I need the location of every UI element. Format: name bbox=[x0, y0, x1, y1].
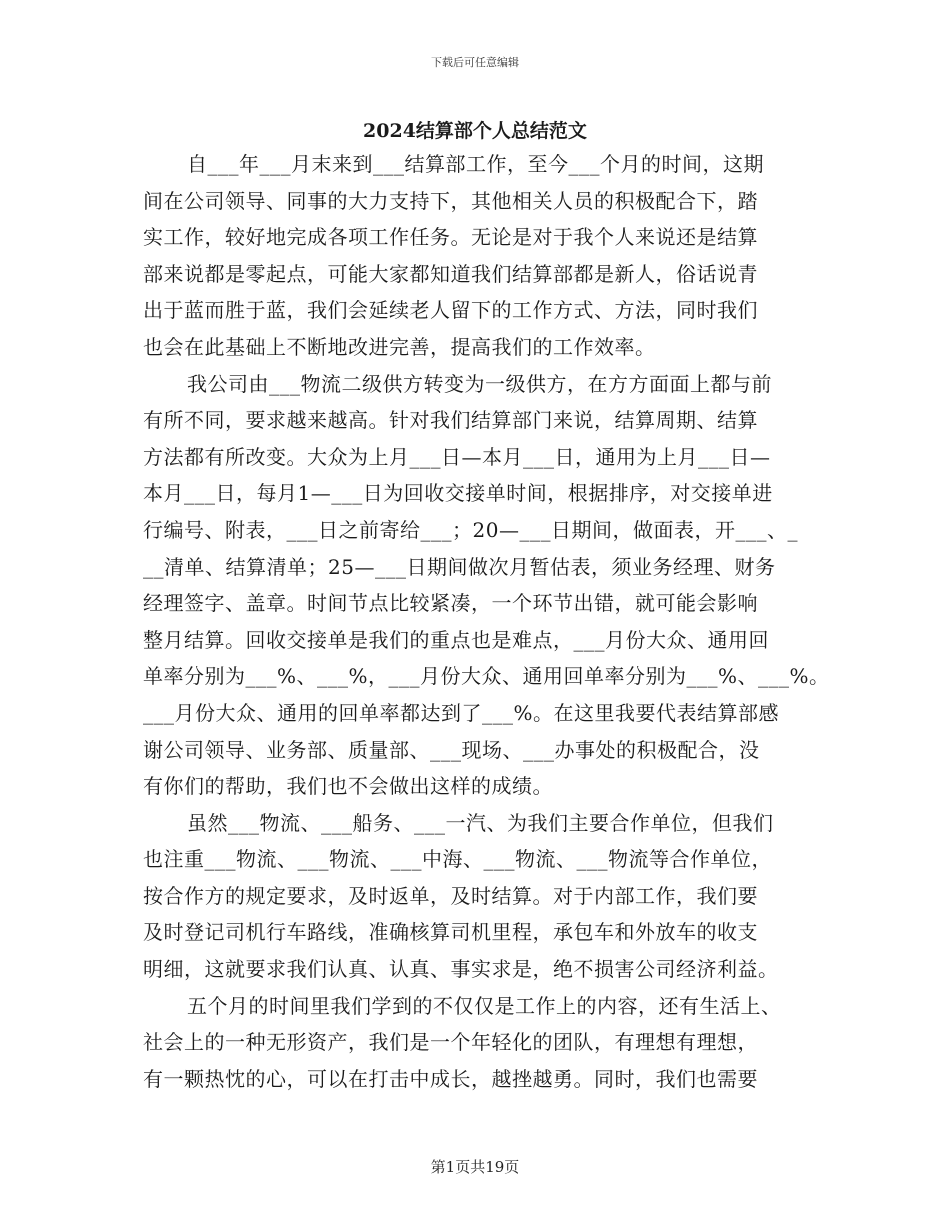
paragraph-3-line-1: 虽然___物流、___船务、___一汽、为我们主要合作单位，但我们 bbox=[187, 810, 774, 835]
paragraph-2-line-8: 整月结算。回收交接单是我们的重点也是难点，___月份大众、通用回 bbox=[143, 627, 769, 652]
paragraph-2-line-6: __清单、结算清单；25—___日期间做次月暂估表，须业务经理、财务 bbox=[143, 554, 776, 579]
paragraph-4-line-1: 五个月的时间里我们学到的不仅仅是工作上的内容，还有生活上、 bbox=[187, 993, 782, 1018]
paragraph-2-line-12: 有你们的帮助，我们也不会做出这样的成绩。 bbox=[143, 774, 553, 799]
paragraph-1-line-4: 部来说都是零起点，可能大家都知道我们结算部都是新人，俗话说青 bbox=[143, 261, 758, 286]
paragraph-2-line-1: 我公司由___物流二级供方转变为一级供方，在方方面面上都与前 bbox=[187, 371, 772, 396]
paragraph-1-line-5: 出于蓝而胜于蓝，我们会延续老人留下的工作方式、方法，同时我们 bbox=[143, 298, 758, 323]
paragraph-1-line-3: 实工作，较好地完成各项工作任务。无论是对于我个人来说还是结算 bbox=[143, 225, 758, 250]
paragraph-3-line-3: 按合作方的规定要求，及时返单，及时结算。对于内部工作，我们要 bbox=[143, 883, 758, 908]
paragraph-3-line-2: 也注重___物流、___物流、___中海、___物流、___物流等合作单位， bbox=[143, 847, 772, 872]
document-body bbox=[143, 146, 830, 1097]
paragraph-1-line-6: 也会在此基础上不断地改进完善，提高我们的工作效率。 bbox=[143, 334, 656, 359]
paragraph-2-line-11: 谢公司领导、业务部、质量部、___现场、___办事处的积极配合，没 bbox=[143, 737, 760, 762]
paragraph-3-line-5: 明细，这就要求我们认真、认真、事实求是，绝不损害公司经济利益。 bbox=[143, 957, 779, 982]
paragraph-4-line-2: 社会上的一种无形资产，我们是一个年轻化的团队，有理想有理想， bbox=[143, 1030, 758, 1055]
paragraph-4-line-3: 有一颗热忱的心，可以在打击中成长，越挫越勇。同时，我们也需要 bbox=[143, 1066, 758, 1091]
paragraph-1-line-2: 间在公司领导、同事的大力支持下，其他相关人员的积极配合下，踏 bbox=[143, 188, 758, 213]
header-note: 下载后可任意编辑 bbox=[431, 56, 519, 69]
paragraph-2-line-9: 单率分别为___%、___%，___月份大众、通用回单率分别为___%、___%。 bbox=[143, 664, 830, 689]
paragraph-2-line-7: 经理签字、盖章。时间节点比较紧凑，一个环节出错，就可能会影响 bbox=[143, 591, 758, 616]
page-number-footer: 第1页共19页 bbox=[430, 1158, 520, 1176]
paragraph-2-line-4: 本月___日，每月1—___日为回收交接单时间，根据排序，对交接单进 bbox=[143, 481, 773, 506]
paragraph-2-line-5: 行编号、附表，___日之前寄给___；20—___日期间，做面表，开___、_ bbox=[143, 517, 798, 542]
paragraph-2-line-10: ___月份大众、通用的回单率都达到了___%。在这里我要代表结算部感 bbox=[143, 700, 780, 725]
paragraph-3-line-4: 及时登记司机行车路线，准确核算司机里程，承包车和外放车的收支 bbox=[143, 920, 758, 945]
paragraph-2-line-3: 方法都有所改变。大众为上月___日—本月___日，通用为上月___日— bbox=[143, 444, 771, 469]
document-title: 2024结算部个人总结范文 bbox=[363, 120, 587, 142]
paragraph-2-line-2: 有所不同，要求越来越高。针对我们结算部门来说，结算周期、结算 bbox=[143, 408, 758, 433]
paragraph-1-line-1: 自___年___月末来到___结算部工作，至今___个月的时间，这期 bbox=[187, 152, 764, 176]
